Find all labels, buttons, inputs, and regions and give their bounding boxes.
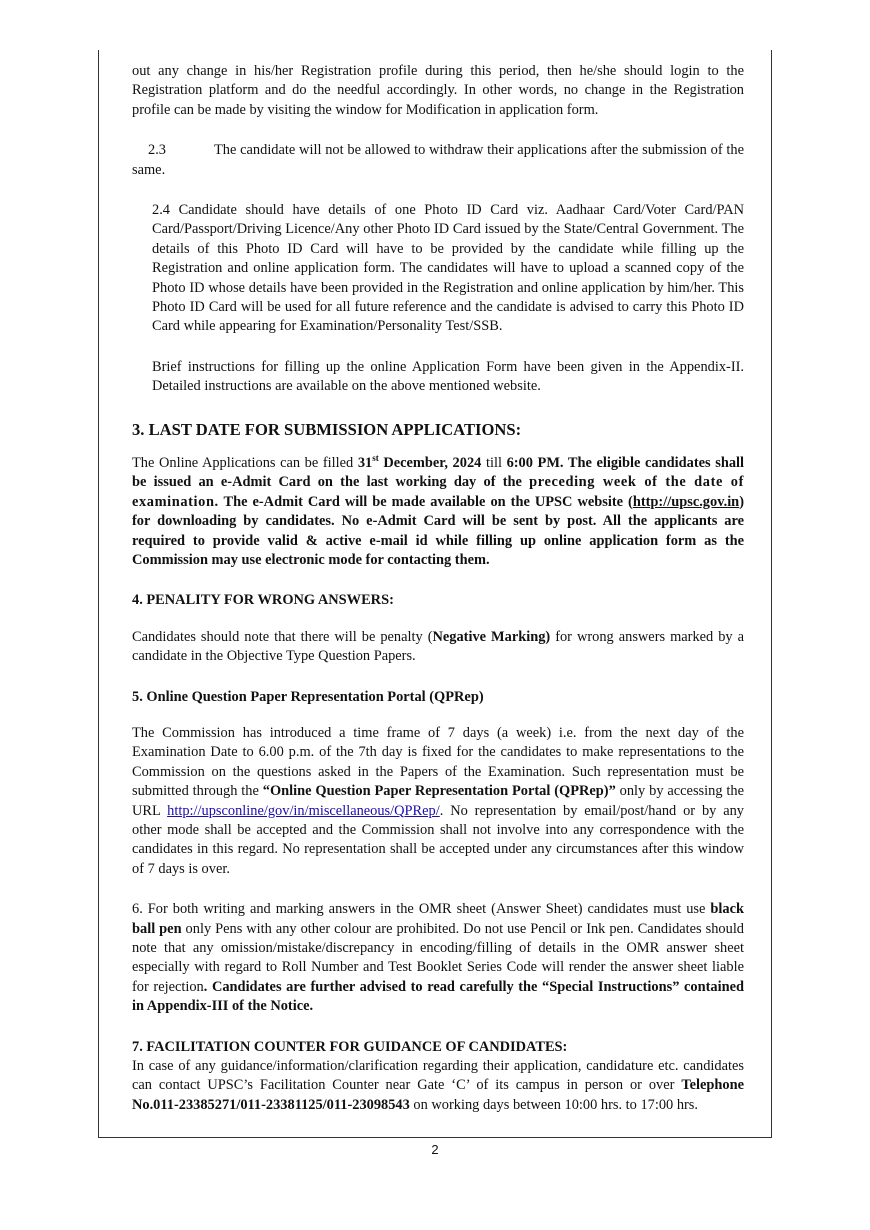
s6-text-1: 6. For both writing and marking answers in the OMR sheet (Answer Sheet) candidates must use [132, 901, 711, 918]
intro-paragraph: out any change in his/her Registration profile during this period, then he/she should login to the Registration platform and do the needful accordingly. In other words, no change in the Registration profile can be made by visiting the window for Modification in application form. [132, 63, 744, 118]
s5-text-3: . No representation by email/post/hand or by any other mode shall be accepted and the Commission shall not involve into any correspondence with the candidates in this regard. No representation shall be accepted under any circumstances after this window of 7 days is over. [132, 802, 744, 877]
section-4-text [132, 628, 744, 667]
clause-2-3 [132, 141, 744, 180]
s3-bold-2: The e-Admit Card will be made available on the UPSC website ( [218, 493, 633, 510]
clause-2-4: 2.4 Candidate should have details of one Photo ID Card viz. Aadhaar Card/Voter Card/PAN Card/Passport/Driving Licence/Any other Photo ID Card issued by the State/Central Government. The details of this Photo ID Card will have to be provided by the candidate while filling up the Registration and online application form. The candidates will have to upload a scanned copy of the Photo ID whose details have been provided in the Registration and online application by him/her. This Photo ID Card will be used for all future reference and the candidate is advised to carry this Photo ID Card while appearing for Examination/Personality Test/SSB. [152, 202, 744, 335]
section-7-text [132, 1057, 744, 1115]
section-4-heading: 4. PENALITY FOR WRONG ANSWERS: [132, 592, 394, 609]
s4-bold: Negative Marking) [432, 628, 551, 645]
s3-date-rest: December, 2024 [378, 454, 482, 471]
s4-text-2: for wrong answers marked by a candidate in the Objective Type Question Papers. [132, 628, 744, 665]
s3-date [358, 455, 481, 471]
s3-date-sup: st [372, 453, 379, 464]
s5-text-1: The Commission has introduced a time frame of 7 days (a week) i.e. from the next day of the Examination Date to 6.00 p.m. of the 7th day is fixed for the candidates to make representations to the Commission on the questions asked in the Papers of the Examination. Such representation must be submitted through the [132, 724, 744, 800]
brief-instructions: Brief instructions for filling up the online Application Form have been given in the Appendix-II. Detailed instructions are available on the above mentioned website. [152, 358, 744, 395]
clause-2-3-number: 2.3 [148, 142, 166, 159]
s3-date-day: 31 [357, 454, 373, 471]
s7-phone-numbers: Telephone No.011-23385271/011-23381125/011-23098543 [132, 1077, 744, 1113]
s3-text-2: till [481, 454, 507, 471]
section-3-text [132, 449, 744, 570]
section-5-text [132, 724, 744, 879]
s7-text-1: In case of any guidance/information/clarification regarding their application, candidature etc. candidates can contact UPSC’s Facilitation Counter near Gate ‘C’ of its campus in person or over [132, 1058, 744, 1094]
section-6-text [132, 900, 744, 1016]
s4-text-1: Candidates should note that there will be penalty ( [132, 628, 433, 645]
s6-text-2: only Pens with any other colour are prohibited. Do not use Pencil or Ink pen. Candidates should note that any omission/mistake/discrepancy in encoding/filling of details in the OMR answer sheet especially with regard to Roll Number and Test Booklet Series Code will render the answer sheet liable for rejection [132, 920, 745, 995]
s3-bold-3: ) for downloading by candidates. No e-Admit Card will be sent by post. All the applicants are required to provide valid & active e-mail id while filling up online application form as the Commission may use electronic mode for contacting them. [132, 493, 744, 568]
s3-bold-1: The eligible candidates shall be issued an e-Admit Card on the last working day of the [132, 454, 745, 491]
document-body [132, 62, 744, 1115]
s6-bold-2: . Candidates are further advised to read carefully the “Special Instructions” contained in Appendix-III of the Notice. [132, 978, 744, 1015]
s6-bold-1: black ball pen [132, 901, 744, 937]
s7-text-2: on working days between 10:00 hrs. to 17:00 hrs. [409, 1096, 699, 1113]
qprep-url-link[interactable]: http://upsconline/gov/in/miscellaneous/QPRep/ [167, 802, 440, 819]
s5-text-2: only by accessing the URL [132, 783, 744, 819]
clause-2-3-text: The candidate will not be allowed to withdraw their applications after the submission of the same. [132, 142, 744, 178]
s3-time: 6:00 PM. [506, 454, 564, 471]
section-5-heading: 5. Online Question Paper Representation Portal (QPRep) [132, 688, 484, 705]
page-number: 2 [431, 1142, 439, 1157]
s3-bold-wide: preceding week of the date of examination. [132, 474, 744, 510]
upsc-website-link[interactable]: http://upsc.gov.in [632, 493, 740, 510]
section-3-heading: 3. LAST DATE FOR SUBMISSION APPLICATIONS: [132, 419, 522, 439]
s5-bold: “Online Question Paper Representation Portal (QPRep)” [262, 783, 616, 800]
s3-text-1: The Online Applications can be filled [132, 454, 358, 471]
section-7-heading: 7. FACILITATION COUNTER FOR GUIDANCE OF CANDIDATES: [132, 1038, 568, 1055]
